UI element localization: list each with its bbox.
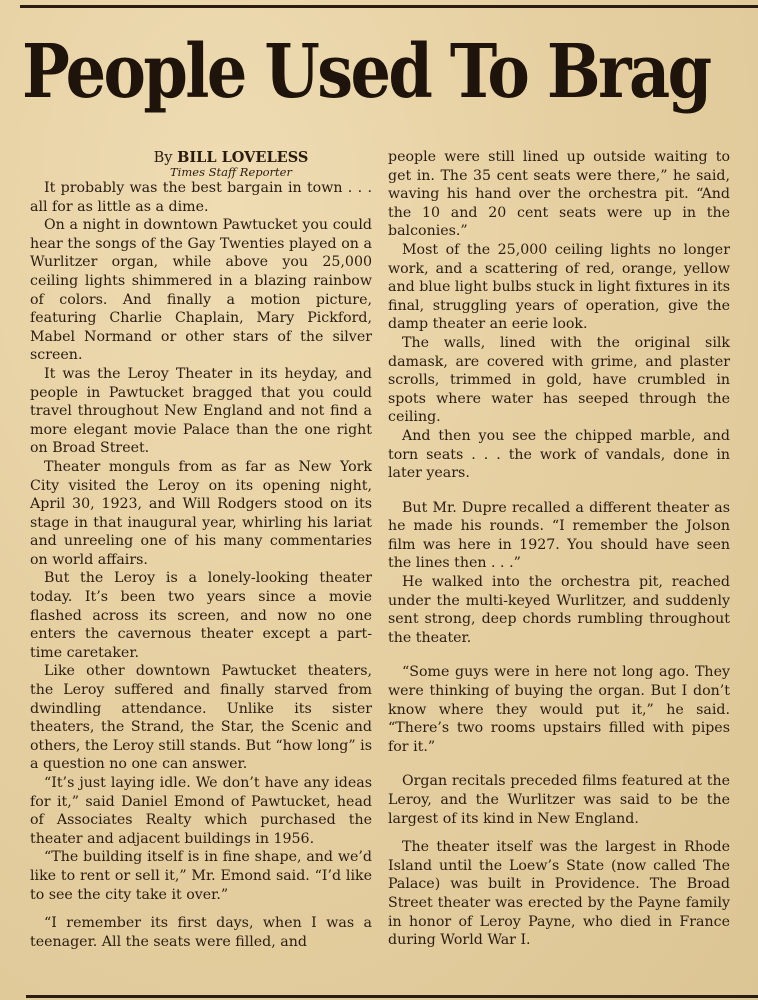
- byline-prefix: By: [153, 150, 173, 166]
- paragraph: And then you see the chipped marble, and torn seats . . . the work of vandals, done in later years.: [388, 427, 730, 482]
- paragraph: Like other downtown Pawtucket theaters, the Leroy suffered and finally starved from dwindling attendance. Unlike its sister theaters, the Strand, the Star, the Scenic and others, the Leroy still stands. But “how long” is a question no one can answer.: [30, 663, 372, 773]
- paragraph: Most of the 25,000 ceiling lights no longer work, and a scattering of red, orange, yellow and blue light bulbs stuck in light fixtures in its final, struggling years of operation, give the damp theater an eerie look.: [388, 241, 730, 333]
- paragraph: “It’s just laying idle. We don’t have any ideas for it,” said Daniel Emond of Pawtucket, head of Associates Realty which purchased the theater and adjacent buildings in 1956.: [30, 775, 372, 847]
- paragraph: people were still lined up outside waiting to get in. The 35 cent seats were there,” he said, waving his hand over the orchestra pit. “And the 10 and 20 cent seats were up in the balconies.”: [388, 149, 730, 240]
- byline-author: BILL LOVELESS: [177, 149, 309, 166]
- paragraph: The walls, lined with the original silk damask, are covered with grime, and plaster scrolls, trimmed in gold, have crumbled in spots where water has seeped through the ceiling.: [388, 334, 730, 426]
- paragraph: “I remember its first days, when I was a teenager. All the seats were filled, and: [30, 915, 372, 950]
- paragraph: But Mr. Dupre recalled a different theater as he made his rounds. “I remember the Jolson film was here in 1927. You should have seen the lines then . . .”: [388, 499, 730, 572]
- paragraph: But the Leroy is a lonely-looking theater today. It’s been two years since a movie flashed across its screen, and now no one enters the cavernous theater except a part-time caretaker.: [30, 570, 372, 661]
- paragraph: It probably was the best bargain in town . . . all for as little as a dime.: [30, 180, 372, 215]
- byline: [90, 150, 372, 166]
- paragraph: Theater monguls from as far as New York City visited the Leroy on its opening night, April 30, 1923, and Will Rodgers stood on its stage in that inaugural year, whirling his lariat and unreeling one of his many commentaries on world affairs.: [30, 458, 372, 568]
- byline-credit: Times Staff Reporter: [170, 165, 292, 179]
- paragraph: The theater itself was the largest in Rhode Island until the Loew’s State (now called The Palace) was built in Providence. The Broad Street theater was erected by the Payne family in honor of Leroy Payne, who died in France during World War I.: [388, 839, 730, 949]
- right-column: [388, 148, 730, 950]
- paragraph: Organ recitals preceded films featured at the Leroy, and the Wurlitzer was said to be the largest of its kind in New England.: [388, 773, 730, 827]
- paragraph: It was the Leroy Theater in its heyday, and people in Pawtucket bragged that you could travel throughout New England and not find a more elegant movie Palace than the one right on Broad Street.: [30, 365, 372, 457]
- left-column: [30, 150, 372, 951]
- paragraph: “Some guys were in here not long ago. They were thinking of buying the organ. But I don’t know where they would put it,” he said. “There’s two rooms upstairs filled with pipes for it.”: [388, 664, 730, 755]
- top-rule: [20, 5, 758, 8]
- paragraph: On a night in downtown Pawtucket you could hear the songs of the Gay Twenties played on a Wurlitzer organ, while above you 25,000 ceiling lights shimmered in a blazing rainbow of colors. And finally a motion picture, featuring Charlie Chaplain, Mary Pickford, Mabel Normand or other stars of the silver screen.: [30, 217, 372, 364]
- paragraph: He walked into the orchestra pit, reached under the multi-keyed Wurlitzer, and suddenly sent strong, deep chords rumbling throughout the theater.: [388, 574, 730, 646]
- bottom-rule: [26, 995, 758, 998]
- paragraph: “The building itself is in fine shape, and we’d like to rent or sell it,” Mr. Emond said. “I’d like to see the city take it over.”: [30, 849, 372, 903]
- headline: People Used To Brag: [22, 29, 710, 115]
